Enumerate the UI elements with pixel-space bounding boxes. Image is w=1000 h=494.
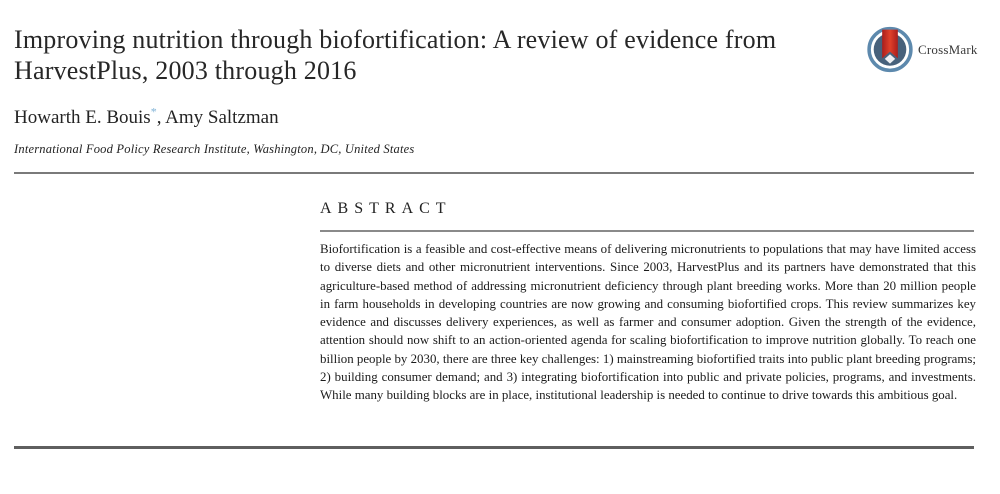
footer-divider-rule xyxy=(14,446,974,449)
author-name-1: Howarth E. Bouis xyxy=(14,107,151,128)
affiliation: International Food Policy Research Institute, Washington, DC, United States xyxy=(14,142,415,156)
author-name-2: , Amy Saltzman xyxy=(156,107,279,128)
abstract-text: Biofortification is a feasible and cost-effective means of delivering micronutrients to populations that may have limited access to diverse diets and other micronutrient interventions. Since 2003, HarvestPlus and its partners have demonstrated that this agriculture-based method of addressing micronutrient deficiency through plant breeding works. More than 20 million people in farm households in developing countries are now growing and consuming biofortified crops. This review summarizes key evidence and discusses delivery experiences, as well as farmer and consumer adoption. Given the strength of the evidence, attention should now shift to an action-oriented agenda for scaling biofortification to improve nutrition globally. To reach one billion people by 2030, there are three key challenges: 1) mainstreaming biofortified traits into public plant breeding programs; 2) building consumer demand; and 3) integrating biofortification into public and private policies, programs, and investments. While many building blocks are in place, institutional leadership is needed to continue to drive towards this ambitious goal. xyxy=(320,242,976,403)
abstract-heading: ABSTRACT xyxy=(320,200,452,217)
author-list xyxy=(14,104,279,129)
crossmark-label: CrossMark xyxy=(918,41,978,57)
header-divider-rule xyxy=(14,172,974,174)
article-title xyxy=(14,24,859,86)
crossmark-badge[interactable] xyxy=(867,26,978,73)
article-title-line-1: Improving nutrition through biofortification: A review of evidence from xyxy=(14,25,777,54)
article-title-line-2: HarvestPlus, 2003 through 2016 xyxy=(14,56,357,85)
abstract-heading-rule xyxy=(320,230,974,232)
crossmark-icon xyxy=(867,26,913,73)
corresponding-author-asterisk: * xyxy=(150,104,157,119)
